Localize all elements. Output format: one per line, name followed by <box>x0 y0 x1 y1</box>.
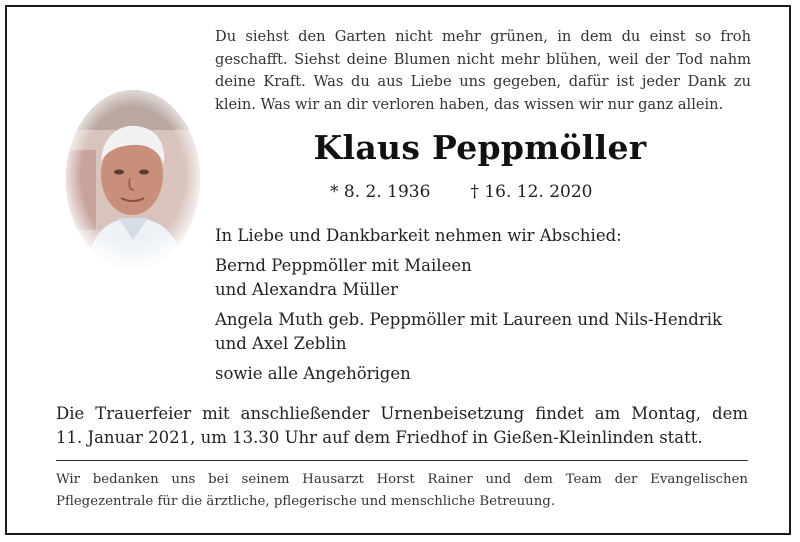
deceased-name: Klaus Peppmöller <box>313 128 647 167</box>
death-date: † 16. 12. 2020 <box>470 182 593 202</box>
divider <box>56 460 748 461</box>
thanks-line: Wir bedanken uns bei seinem Hausarzt Horst Rainer und dem Team der Evangelischen <box>56 472 748 487</box>
ceremony-info <box>56 402 748 450</box>
ceremony-line: Die Trauerfeier mit anschließender Urnenbeisetzung findet am Montag, dem <box>56 404 748 423</box>
poem-line: Du siehst den Garten nicht mehr grünen, in dem du einst so froh <box>215 28 751 45</box>
poem-line: deine Kraft. Was du aus Liebe uns gegeben, dafür ist jeder Dank zu <box>215 73 751 90</box>
birth-date: * 8. 2. 1936 <box>330 182 431 202</box>
mourners-intro: In Liebe und Dankbarkeit nehmen wir Abschied: <box>215 226 622 245</box>
mourner-line: sowie alle Angehörigen <box>215 364 411 383</box>
portrait-photo <box>66 90 200 268</box>
thanks-note <box>56 469 748 513</box>
poem-line: klein. Was wir an dir verloren haben, das wissen wir nur ganz allein. <box>215 95 724 113</box>
mourner-line: und Alexandra Müller <box>215 280 399 299</box>
poem-line: geschafft. Siehst deine Blumen nicht mehr blühen, weil der Tod nahm <box>215 50 751 68</box>
mourners-list <box>215 224 775 386</box>
ceremony-line: 11. Januar 2021, um 13.30 Uhr auf dem Friedhof in Gießen-Kleinlinden statt. <box>56 428 703 447</box>
poem <box>215 26 751 116</box>
mourner-line: Bernd Peppmöller mit Maileen <box>215 256 472 275</box>
thanks-line: Pflegezentrale für die ärztliche, pflegerische und menschliche Betreuung. <box>56 494 556 509</box>
life-dates <box>330 182 592 202</box>
mourner-line: und Axel Zeblin <box>215 334 347 353</box>
mourner-line: Angela Muth geb. Peppmöller mit Laureen und Nils-Hendrik <box>215 310 723 329</box>
